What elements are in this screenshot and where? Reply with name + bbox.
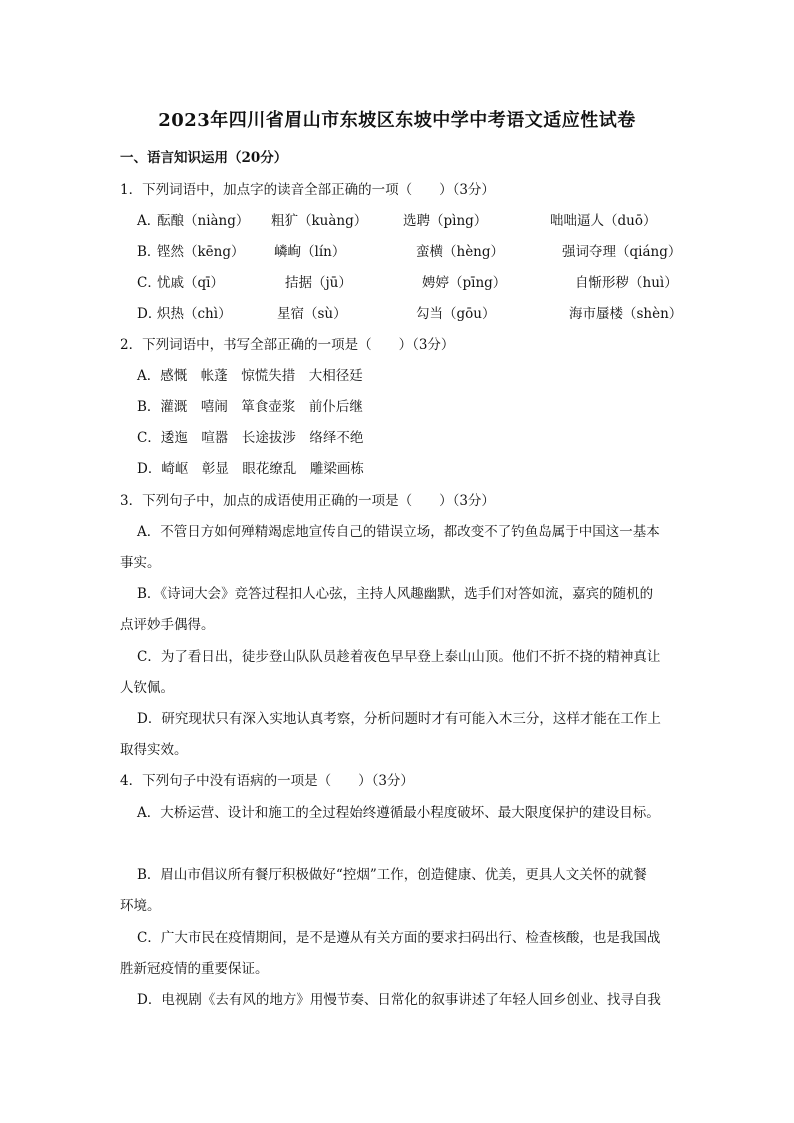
q3-option-b: B．《诗词大会》竞答过程扣人心弦，主持人风趣幽默，选手们对答如流，嘉宾的随机的 [137, 586, 654, 602]
q2-option-c: C．逶迤 喧嚣 长途拔涉 络绎不绝 [137, 430, 364, 446]
question-3-stem: 3．下列句子中，加点的成语使用正确的一项是（ ）（3分） [120, 493, 495, 509]
word-item: 强词夺理（qiáng） [562, 244, 682, 260]
option-letter: D． [137, 306, 162, 322]
q3-option-b-cont: 点评妙手偶得。 [120, 617, 215, 633]
word-item: 选聘（pìng） [403, 213, 488, 229]
word-item: 娉婷（pīng） [422, 275, 507, 291]
q3-option-c-cont: 人钦佩。 [120, 680, 174, 696]
word-item: 酝酿（niàng） [157, 213, 250, 229]
option-letter: C． [137, 275, 161, 291]
question-2-stem: 2．下列词语中，书写全部正确的一项是（ ）（3分） [120, 337, 455, 353]
q4-option-b: B．眉山市倡议所有餐厅积极做好“控烟”工作，创造健康、优美，更具人文关怀的就餐 [137, 867, 647, 883]
word-item: 粗犷（kuàng） [271, 213, 368, 229]
q3-option-d: D．研究现状只有深入实地认真考察，分析问题时才有可能入木三分，这样才能在工作上 [137, 711, 661, 727]
word-item: 蛮横（hèng） [416, 244, 505, 260]
q2-option-a: A．感慨 帐蓬 惊慌失措 大相径廷 [137, 368, 363, 384]
word-item: 嶙峋（lín） [274, 244, 346, 260]
q2-option-b: B．灌溉 嘻闹 箪食壶浆 前仆后继 [137, 399, 363, 415]
q3-option-d-cont: 取得实效。 [120, 742, 188, 758]
word-item: 咄咄逼人（duō） [550, 213, 657, 229]
section-heading: 一、语言知识运用（20分） [120, 150, 288, 166]
word-item: 勾当（gōu） [416, 306, 496, 322]
option-letter: B． [137, 244, 161, 260]
q4-option-c: C．广大市民在疫情期间，是不是遵从有关方面的要求扫码出行、检查核酸，也是我国战 [137, 930, 661, 946]
q3-option-c: C．为了看日出，徒步登山队队员趁着夜色早早登上泰山山顶。他们不折不挠的精神真让 [137, 649, 661, 665]
page-title: 2023年四川省眉山市东坡区东坡中学中考语文适应性试卷 [158, 110, 636, 131]
word-item: 海市蜃楼（shèn） [569, 306, 683, 322]
question-1-stem: 1．下列词语中，加点字的读音全部正确的一项（ ）（3分） [120, 182, 495, 198]
word-item: 星宿（sù） [277, 306, 347, 322]
q2-option-d: D．崎岖 彰显 眼花缭乱 雕梁画栋 [137, 461, 364, 477]
q4-option-d: D．电视剧《去有风的地方》用慢节奏、日常化的叙事讲述了年轻人回乡创业、找寻自我 [137, 992, 661, 1008]
word-item: 铿然（kēng） [157, 244, 245, 260]
q4-option-c-cont: 胜新冠疫情的重要保证。 [120, 961, 269, 977]
word-item: 炽热（chì） [157, 306, 232, 322]
q4-option-a: A．大桥运营、设计和施工的全过程始终遵循最小程度破坏、最大限度保护的建设目标。 [137, 805, 660, 821]
word-item: 忧戚（qī） [157, 275, 224, 291]
question-4-stem: 4．下列句子中没有语病的一项是（ ）（3分） [120, 773, 414, 789]
word-item: 自惭形秽（huì） [575, 275, 678, 291]
q3-option-a-cont: 事实。 [120, 555, 161, 571]
word-item: 拮据（jū） [285, 275, 352, 291]
q3-option-a: A．不管日方如何殚精竭虑地宣传自己的错误立场，都改变不了钓鱼岛属于中国这一基本 [137, 524, 660, 540]
option-letter: A． [137, 213, 161, 229]
q4-option-b-cont: 环境。 [120, 898, 161, 914]
